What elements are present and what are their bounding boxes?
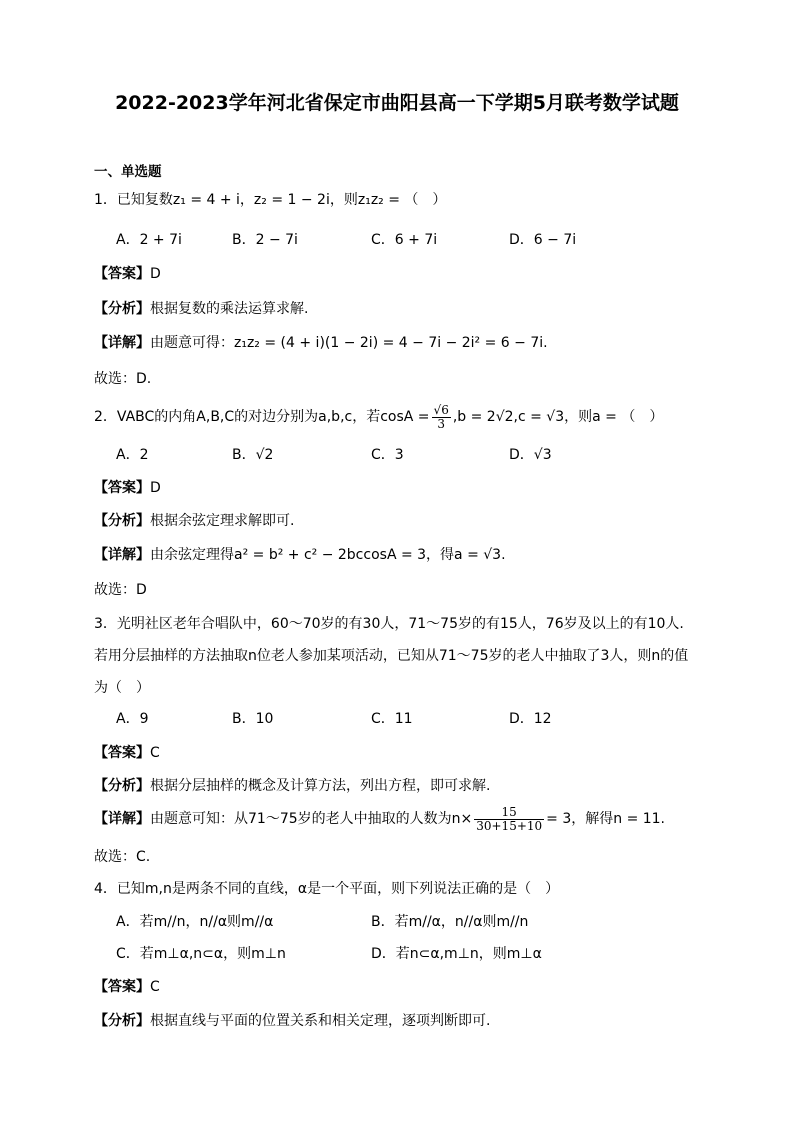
q2-option-a: A．2 [116, 447, 149, 463]
q1-option-c: C．6 + 7i [371, 232, 438, 248]
q4-option-b: B．若m//α，n//α则m//n [371, 914, 529, 930]
q1-option-a: A．2 + 7i [116, 232, 182, 248]
q1-option-b: B．2 − 7i [232, 232, 298, 248]
q1-stem: 1．已知复数z₁ = 4 + i，z₂ = 1 − 2i，则z₁z₂ = （ ） [94, 192, 447, 208]
analysis-tag: 【分析】 [94, 513, 150, 529]
q2-option-b: B．√2 [232, 447, 274, 463]
q3-option-d: D．12 [509, 711, 552, 727]
analysis-text: 根据余弦定理求解即可. [150, 513, 295, 529]
document-title: 2022-2023学年河北省保定市曲阳县高一下学期5月联考数学试题 [115, 92, 679, 114]
analysis-tag: 【分析】 [94, 301, 150, 317]
q4-option-c: C．若m⊥α,n⊂α，则m⊥n [116, 946, 286, 962]
answer-tag: 【答案】 [94, 745, 150, 761]
q1-option-d: D．6 − 7i [509, 232, 577, 248]
answer-value: D [150, 480, 161, 496]
q2-stem-after: ,b = 2√2,c = √3，则a = （ ） [452, 409, 664, 425]
q2-option-c: C．3 [371, 447, 404, 463]
q3-option-c: C．11 [371, 711, 413, 727]
answer-tag: 【答案】 [94, 266, 150, 282]
section-heading: 一、单选题 [94, 164, 162, 180]
analysis-text: 根据分层抽样的概念及计算方法，列出方程，即可求解. [150, 778, 491, 794]
q1-answer [94, 264, 161, 284]
q3-option-b: B．10 [232, 711, 274, 727]
analysis-text: 根据复数的乘法运算求解. [150, 301, 309, 317]
q1-analysis [94, 299, 308, 319]
q2-conclusion: 故选：D [94, 582, 147, 598]
q1-detail [94, 333, 548, 353]
q2-fraction-denominator: 3 [437, 416, 445, 431]
q3-detail [94, 804, 665, 834]
q3-stem-line-1: 3．光明社区老年合唱队中，60～70岁的有30人，71～75岁的有15人，76岁及以上的有10人. [94, 616, 684, 632]
q4-analysis [94, 1011, 490, 1031]
q3-fraction-numerator: 15 [474, 806, 544, 820]
q3-stem-line-2: 若用分层抽样的方法抽取n位老人参加某项活动，已知从71～75岁的老人中抽取了3人，则n的值 [94, 648, 689, 664]
detail-text: 由余弦定理得a² = b² + c² − 2bccosA = 3，得a = √3. [150, 547, 506, 563]
q2-analysis [94, 511, 294, 531]
q4-answer [94, 977, 160, 997]
q4-option-a: A．若m//n，n//α则m//α [116, 914, 274, 930]
analysis-text: 根据直线与平面的位置关系和相关定理，逐项判断即可. [150, 1013, 491, 1029]
q1-conclusion: 故选：D. [94, 371, 152, 387]
q4-stem: 4．已知m,n是两条不同的直线，α是一个平面，则下列说法正确的是（ ） [94, 881, 560, 897]
answer-tag: 【答案】 [94, 979, 150, 995]
q2-stem [94, 403, 663, 431]
detail-tag: 【详解】 [94, 811, 150, 827]
q3-fraction [474, 806, 544, 833]
answer-value: D [150, 266, 161, 282]
answer-tag: 【答案】 [94, 480, 150, 496]
analysis-tag: 【分析】 [94, 1013, 150, 1029]
answer-value: C [150, 979, 160, 995]
q3-analysis [94, 776, 490, 796]
q3-detail-after: = 3，解得n = 11. [546, 811, 666, 827]
detail-text: 由题意可得：z₁z₂ = (4 + i)(1 − 2i) = 4 − 7i − 2i² = 6 − 7i. [150, 335, 548, 351]
q2-fraction [432, 404, 451, 431]
detail-tag: 【详解】 [94, 547, 150, 563]
q2-fraction-numerator: √6 [433, 402, 449, 417]
analysis-tag: 【分析】 [94, 778, 150, 794]
q3-fraction-denominator: 30+15+10 [476, 818, 543, 833]
answer-value: C [150, 745, 160, 761]
q4-option-d: D．若n⊂α,m⊥n，则m⊥α [371, 946, 542, 962]
q2-option-d: D．√3 [509, 447, 552, 463]
q3-stem-line-3: 为（ ） [94, 680, 150, 696]
detail-tag: 【详解】 [94, 335, 150, 351]
q3-option-a: A．9 [116, 711, 149, 727]
q2-answer [94, 478, 161, 498]
q3-conclusion: 故选：C. [94, 849, 151, 865]
q2-stem-before: 2．VABC的内角A,B,C的对边分别为a,b,c，若cosA = [94, 409, 430, 425]
q3-answer [94, 743, 160, 763]
q3-detail-before: 由题意可知：从71～75岁的老人中抽取的人数为n× [150, 811, 473, 827]
q2-detail [94, 545, 506, 565]
